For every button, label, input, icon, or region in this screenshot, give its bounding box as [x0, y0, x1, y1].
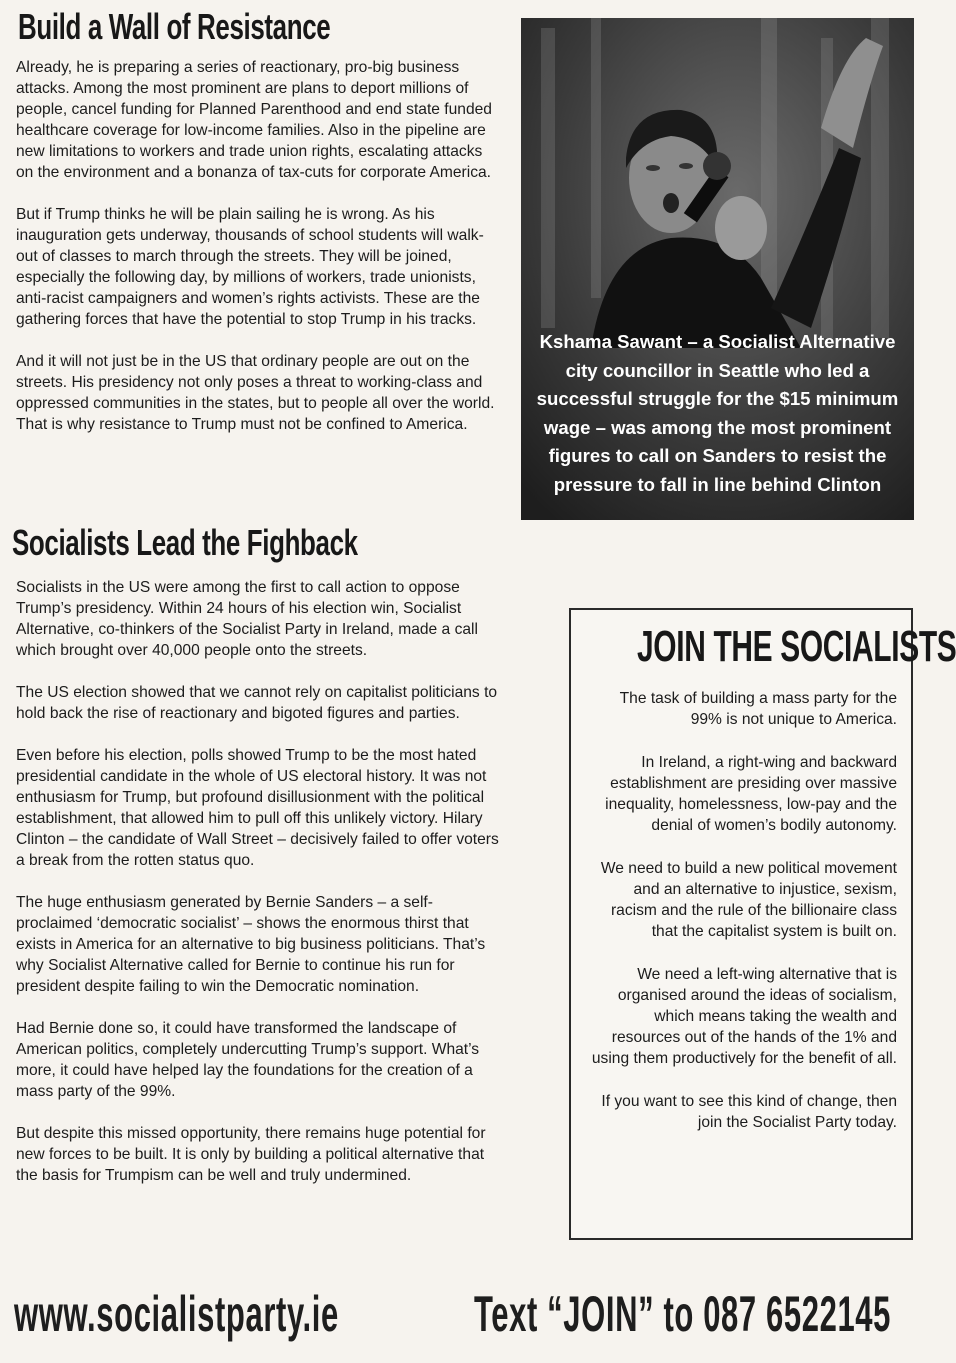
footer-website-url[interactable]: www.socialistparty.ie [14, 1286, 339, 1342]
paragraph: We need a left-wing alternative that is organised around the ideas of socialism, which means taking the wealth and resources out of the hands of the 1% and using them productively for the benefit of all. [591, 966, 897, 1067]
paragraph: The US election showed that we cannot rely on capitalist politicians to hold back the rise of reactionary and bigoted figures and parties. [16, 684, 498, 722]
section-body-fightback [16, 577, 502, 1207]
paragraph: Had Bernie done so, it could have transformed the landscape of American politics, completely undercutting Trump’s support. What’s more, it could have helped lay the foundations for the creation of a mass party of the 99%. [16, 1020, 480, 1100]
paragraph: If you want to see this kind of change, then join the Socialist Party today. [601, 1093, 897, 1131]
paragraph: The huge enthusiasm generated by Bernie Sanders – a self-proclaimed ‘democratic socialist’ – shows the enormous thirst that exists in America for an alternative to big business politicians. That’s why Socialist Alternative called for Bernie to continue his run for president despite failing to win the Democratic nomination. [16, 894, 486, 995]
speaker-photo [521, 18, 914, 520]
paragraph: We need to build a new political movement and an alternative to injustice, sexism, racism and the rule of the billionaire class that the capitalist system is built on. [600, 860, 897, 940]
paragraph: Even before his election, polls showed Trump to be the most hated presidential candidate in the whole of US electoral history. It was not enthusiasm for Trump, but profound disillusionment with the political establishment, that allowed him to pull off this unlikely victory. Hilary Clinton – the candidate of Wall Street – decisively failed to offer voters a break from the rotten status quo. [16, 747, 499, 869]
section-body-wall [16, 57, 502, 456]
section-heading-fightback: Socialists Lead the Fighback [12, 522, 358, 563]
section-heading-wall: Build a Wall of Resistance [18, 6, 331, 47]
join-box [569, 608, 956, 1240]
join-heading: JOIN THE SOCIALISTS [637, 622, 956, 671]
footer-text-cta: Text “JOIN” to 087 6522145 [474, 1286, 892, 1342]
paragraph: In Ireland, a right-wing and backward establishment are presiding over massive inequality, homelessness, low-pay and the denial of women’s bodily autonomy. [605, 754, 897, 834]
paragraph: The task of building a mass party for the 99% is not unique to America. [619, 690, 897, 728]
paragraph: Already, he is preparing a series of reactionary, pro-big business attacks. Among the most prominent are plans to deport millions of people, cancel funding for Planned Parenthood and end state funded healthcare coverage for low-income families. Also in the pipeline are new limitations to workers and trade union rights, escalating attacks on the environment and a bonanza of tax-cuts for corporate America. [16, 59, 492, 181]
paragraph: And it will not just be in the US that ordinary people are out on the streets. His presidency not only poses a threat to working-class and oppressed communities in the states, but to people all over the world. That is why resistance to Trump must not be confined to America. [16, 353, 495, 433]
paragraph: But if Trump thinks he will be plain sailing he is wrong. As his inauguration gets underway, thousands of school students will walk-out of classes to march through the streets. They will be joined, especially the following day, by millions of workers, trade unionists, anti-racist campaigners and women’s rights activists. These are the gathering forces that have the potential to stop Trump in his tracks. [16, 206, 484, 328]
photo-caption: Kshama Sawant – a Socialist Alternative city councillor in Seattle who led a successful struggle for the $15 minimum wage – was among the most prominent figures to call on Sanders to resist the pressure to fall in line behind Clinton [536, 331, 899, 495]
paragraph: But despite this missed opportunity, there remains huge potential for new forces to be built. It is only by building a political alternative that the basis for Trumpism can be well and truly undermined. [16, 1125, 486, 1184]
join-body [585, 688, 897, 1155]
paragraph: Socialists in the US were among the first to call action to oppose Trump’s presidency. Within 24 hours of his election win, Socialist Alternative, co-thinkers of the Socialist Party in Ireland, made a call which brought over 40,000 people onto the streets. [16, 579, 478, 659]
